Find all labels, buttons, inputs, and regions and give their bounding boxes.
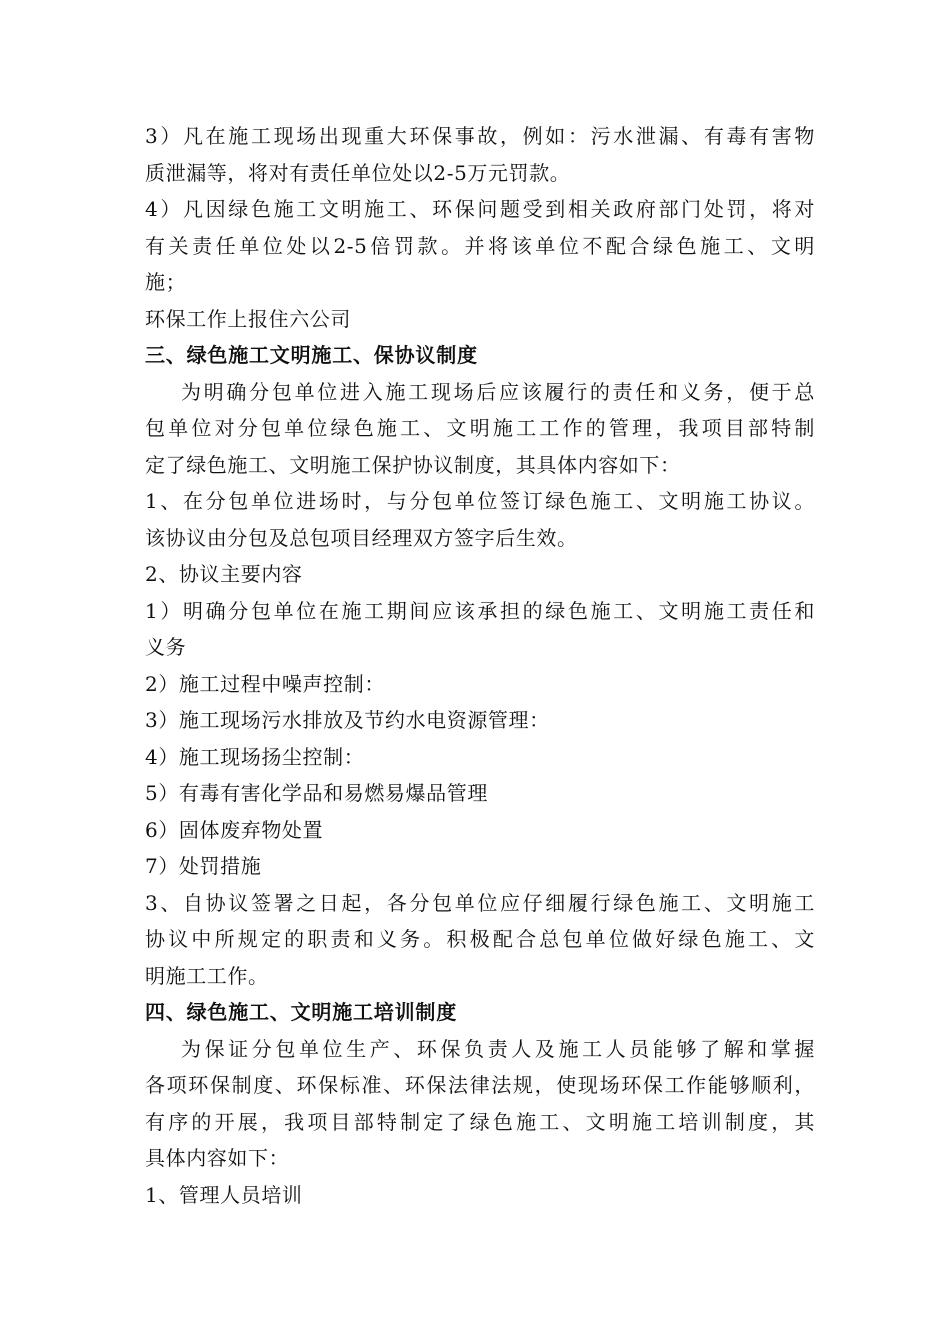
text-line: 为明确分包单位进入施工现场后应该履行的责任和义务，便于总 xyxy=(181,379,815,404)
document-body xyxy=(145,118,815,1213)
text-line: 1）明确分包单位在施工期间应该承担的绿色施工、文明施工责任和 xyxy=(145,598,815,623)
text-line: 各项环保制度、环保标准、环保法律法规，使现场环保工作能够顺利， xyxy=(145,1073,815,1097)
text-line: 3）凡在施工现场出现重大环保事故，例如：污水泄漏、有毒有害物 xyxy=(145,124,815,148)
list-item: 5）有毒有害化学品和易燃易爆品管理 xyxy=(145,781,488,805)
text-line: 义务 xyxy=(145,635,187,659)
text-line: 具体内容如下： xyxy=(145,1146,290,1170)
text-line: 包单位对分包单位绿色施工、文明施工工作的管理，我项目部特制 xyxy=(145,416,815,440)
section-heading-3: 三、绿色施工文明施工、保协议制度 xyxy=(145,343,478,367)
text-line: 1、管理人员培训 xyxy=(145,1182,303,1207)
list-item: 4）施工现场扬尘控制： xyxy=(145,744,365,769)
text-line: 环保工作上报住六公司 xyxy=(145,306,351,331)
text-line: 有关责任单位处以2-5倍罚款。并将该单位不配合绿色施工、文明 xyxy=(145,233,815,258)
text-line: 明施工工作。 xyxy=(145,963,269,988)
text-line: 协议中所规定的职责和义务。积极配合总包单位做好绿色施工、文 xyxy=(145,927,815,951)
text-line: 该协议由分包及总包项目经理双方签字后生效。 xyxy=(145,525,578,550)
text-line: 3、自协议签署之日起，各分包单位应仔细履行绿色施工、文明施工 xyxy=(145,890,815,915)
list-item: 6）固体废弃物处置 xyxy=(145,817,324,842)
list-item: 7）处罚措施 xyxy=(145,854,262,878)
text-line: 有序的开展，我项目部特制定了绿色施工、文明施工培训制度，其 xyxy=(145,1109,815,1134)
text-line: 质泄漏等，将对有责任单位处以2-5万元罚款。 xyxy=(145,160,571,185)
list-item: 3）施工现场污水排放及节约水电资源管理： xyxy=(145,708,550,732)
text-line: 定了绿色施工、文明施工保护协议制度，其具体内容如下： xyxy=(145,452,681,477)
text-line: 2、协议主要内容 xyxy=(145,562,303,586)
text-line: 施； xyxy=(145,270,187,294)
section-heading-4: 四、绿色施工、文明施工培训制度 xyxy=(145,1000,457,1024)
text-line: 4）凡因绿色施工文明施工、环保问题受到相关政府部门处罚，将对 xyxy=(145,197,815,221)
text-line: 为保证分包单位生产、环保负责人及施工人员能够了解和掌握 xyxy=(181,1036,815,1061)
list-item: 2）施工过程中噪声控制： xyxy=(145,671,385,696)
text-line: 1、在分包单位进场时，与分包单位签订绿色施工、文明施工协议。 xyxy=(145,489,815,513)
